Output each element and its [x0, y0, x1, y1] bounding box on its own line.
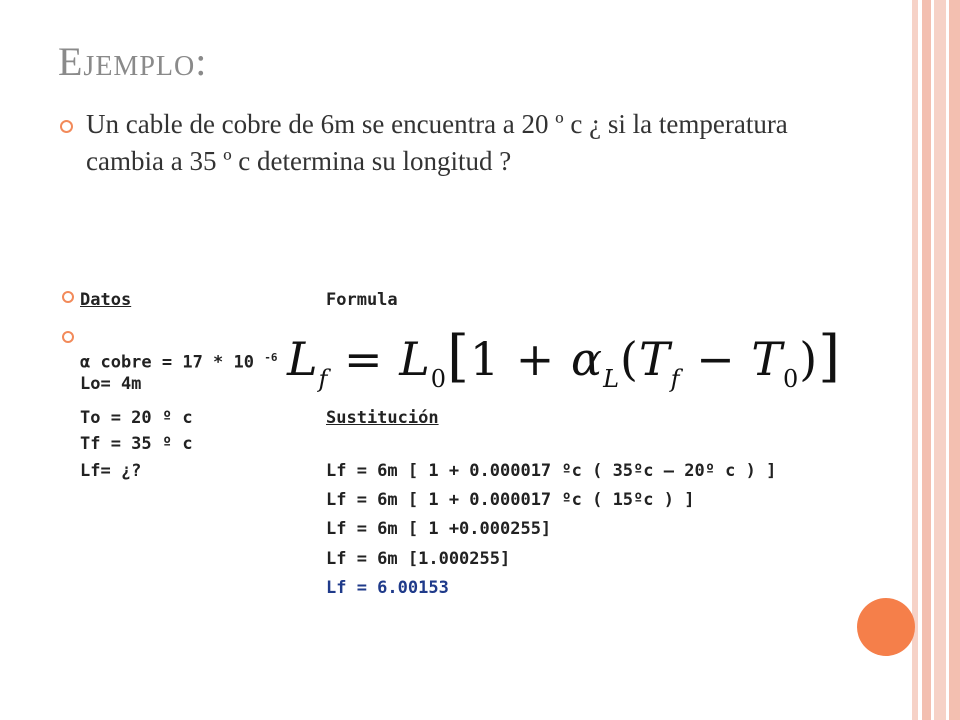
alpha-exponent: -6 — [264, 351, 278, 364]
bullet-icon — [60, 120, 73, 133]
problem-text: Un cable de cobre de 6m se encuentra a 20 º c ¿ si la temperatura cambia a 35 º c determina su longitud ? — [86, 109, 788, 176]
formula-l0: L — [399, 332, 431, 386]
step-line: Lf = 6m [ 1 + 0.000017 ºc ( 15ºc ) ] — [326, 490, 695, 510]
formula-lf: L — [287, 332, 319, 386]
formula-tf-sub: f — [670, 365, 681, 393]
formula-tf: T — [638, 332, 671, 386]
problem-bullet — [54, 106, 834, 180]
stripe — [934, 0, 946, 720]
step-line: Lf = 6m [ 1 + 0.000017 ºc ( 35ºc – 20º c ) ] — [326, 461, 777, 481]
step-line: Lf = 6m [ 1 +0.000255] — [326, 519, 552, 539]
datos-heading: Datos — [80, 290, 132, 310]
lo-value: Lo= 4m — [80, 374, 142, 394]
tf-value: Tf = 35 º c — [80, 434, 193, 454]
step-line: Lf = 6m [1.000255] — [326, 549, 511, 569]
formula-l0-sub: 0 — [430, 365, 448, 393]
to-value: To = 20 º c — [80, 408, 193, 428]
formula-t0: T — [751, 332, 784, 386]
expansion-formula: $L_f = L_0[1 + \alpha_L(T_f - T_0)]$ — [287, 324, 842, 393]
slide-title: Ejemplo: — [58, 39, 208, 84]
formula-lf-sub: f — [318, 365, 329, 393]
formula-t0-sub: 0 — [783, 365, 800, 393]
bullet-icon — [62, 291, 74, 303]
alpha-label: α cobre = 17 * 10 — [80, 352, 254, 373]
stripe — [922, 0, 931, 720]
decorative-stripes — [912, 0, 960, 720]
stripe — [912, 0, 918, 720]
formula-heading: Formula — [326, 290, 398, 310]
lf-value: Lf= ¿? — [80, 461, 142, 481]
formula-alpha: α — [570, 332, 604, 386]
bullet-icon — [62, 331, 74, 343]
stripe — [949, 0, 960, 720]
sustitucion-heading: Sustitución — [326, 408, 439, 428]
formula-alpha-sub: L — [603, 365, 620, 393]
decorative-circle — [857, 598, 915, 656]
result-line: Lf = 6.00153 — [326, 578, 449, 598]
